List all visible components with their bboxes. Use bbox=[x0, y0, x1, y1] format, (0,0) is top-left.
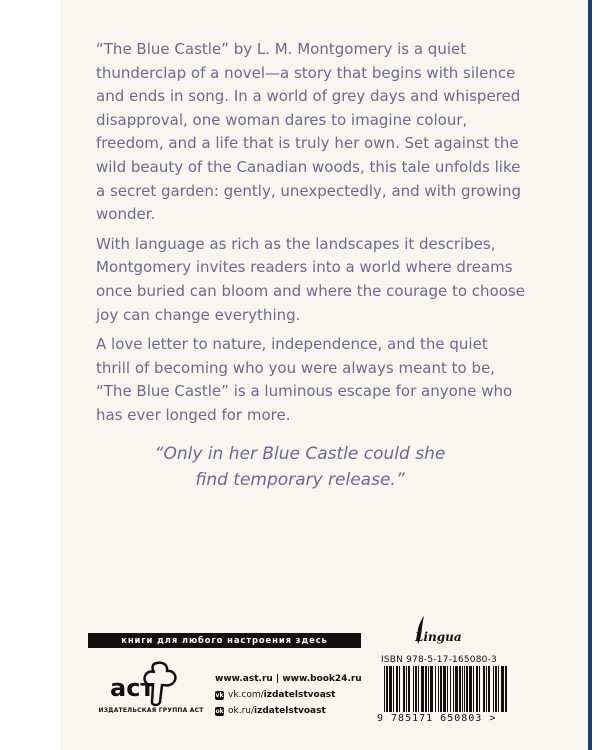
barcode-bar bbox=[447, 666, 448, 712]
ok-handle: izdatelstvoast bbox=[254, 706, 326, 716]
barcode-bar bbox=[459, 666, 461, 712]
description-paragraph-3: A love letter to nature, independence, and the quiet thrill of becoming who you were always meant to be, “The Blue Castle” is a luminous escape for anyone who has ever longed for more. bbox=[96, 335, 513, 424]
spine-edge bbox=[588, 0, 592, 750]
barcode-bar bbox=[384, 666, 385, 712]
isbn-label: ISBN 978-5-17-165080-3 bbox=[381, 655, 497, 665]
barcode-bar bbox=[455, 666, 458, 712]
barcode-bar bbox=[483, 666, 485, 712]
barcode-bar bbox=[435, 666, 436, 712]
barcode-bar bbox=[393, 666, 394, 712]
vk-icon: vk bbox=[215, 691, 224, 699]
barcode-bar bbox=[425, 666, 427, 712]
barcode-bar bbox=[476, 666, 478, 712]
barcode-bar bbox=[462, 666, 463, 712]
barcode-bar bbox=[406, 666, 407, 712]
publisher-websites[interactable]: www.ast.ru | www.book24.ru bbox=[215, 674, 362, 684]
barcode-bar bbox=[466, 666, 468, 712]
barcode-bar bbox=[488, 666, 490, 712]
barcode-bar bbox=[408, 666, 410, 712]
barcode-bar bbox=[428, 666, 429, 712]
description-paragraph-1: “The Blue Castle” by L. M. Montgomery is a quiet thunderclap of a novel—a story that begins with silence and ends in song. In a world of grey days and whispered disapproval, one woman dares to imagine colour, freedom, and a life that is truly her own. Set against the wild beauty of the Canadian woods, this tale unfolds like a secret garden: gently, unexpectedly, and with growing wonder. bbox=[96, 40, 522, 224]
barcode-bar bbox=[421, 666, 424, 712]
vk-link[interactable] bbox=[215, 690, 362, 700]
barcode-bar bbox=[486, 666, 487, 712]
vk-prefix: vk.com/ bbox=[228, 690, 264, 700]
barcode-bar bbox=[440, 666, 442, 712]
book-description bbox=[96, 38, 526, 434]
barcode-bar bbox=[389, 666, 392, 712]
barcode-bar bbox=[386, 666, 388, 712]
pull-quote-line-2: find temporary release.” bbox=[195, 470, 405, 490]
barcode-bar bbox=[438, 666, 439, 712]
ast-logo-letters: аст bbox=[110, 674, 155, 702]
odnoklassniki-icon: ok bbox=[215, 707, 224, 715]
barcode-bar bbox=[473, 666, 474, 712]
publisher-slogan: книги для любого настроения здесь bbox=[88, 633, 361, 648]
barcode-bar bbox=[413, 666, 414, 712]
ast-caption: ИЗДАТЕЛЬСКАЯ ГРУППА АСТ bbox=[98, 707, 204, 714]
ok-link[interactable] bbox=[215, 706, 362, 716]
isbn-barcode bbox=[382, 666, 508, 712]
ok-prefix: ok.ru/ bbox=[228, 706, 255, 716]
barcode-bar bbox=[501, 666, 504, 712]
barcode-bar bbox=[453, 666, 454, 712]
barcode-bar bbox=[443, 666, 446, 712]
barcode-bar bbox=[498, 666, 499, 712]
lingua-imprint-logo bbox=[404, 614, 462, 650]
barcode-bar bbox=[505, 666, 507, 712]
pull-quote bbox=[110, 441, 490, 493]
barcode-bar bbox=[469, 666, 472, 712]
barcode-bar bbox=[403, 666, 405, 712]
barcode-digits: 9 785171 650803 > bbox=[377, 713, 497, 724]
barcode-bar bbox=[415, 666, 417, 712]
barcode-bar bbox=[418, 666, 419, 712]
barcode-bar bbox=[450, 666, 451, 712]
barcode-bar bbox=[464, 666, 465, 712]
barcode-bar bbox=[396, 666, 398, 712]
publisher-links bbox=[215, 674, 362, 716]
pull-quote-line-1: “Only in her Blue Castle could she bbox=[154, 444, 446, 464]
barcode-bar bbox=[399, 666, 400, 712]
description-paragraph-2: With language as rich as the landscapes it describes, Montgomery invites readers into a world where dreams once buried can bloom and where the courage to choose joy can change everything. bbox=[96, 234, 525, 324]
ast-logo bbox=[96, 660, 206, 720]
barcode-bar bbox=[479, 666, 480, 712]
lingua-imprint-text: Lingua bbox=[415, 630, 462, 644]
ast-logo-icon bbox=[96, 660, 206, 708]
barcode-bar bbox=[495, 666, 497, 712]
barcode-bar bbox=[430, 666, 433, 712]
barcode-bar bbox=[493, 666, 494, 712]
vk-handle: izdatelstvoast bbox=[263, 690, 336, 700]
